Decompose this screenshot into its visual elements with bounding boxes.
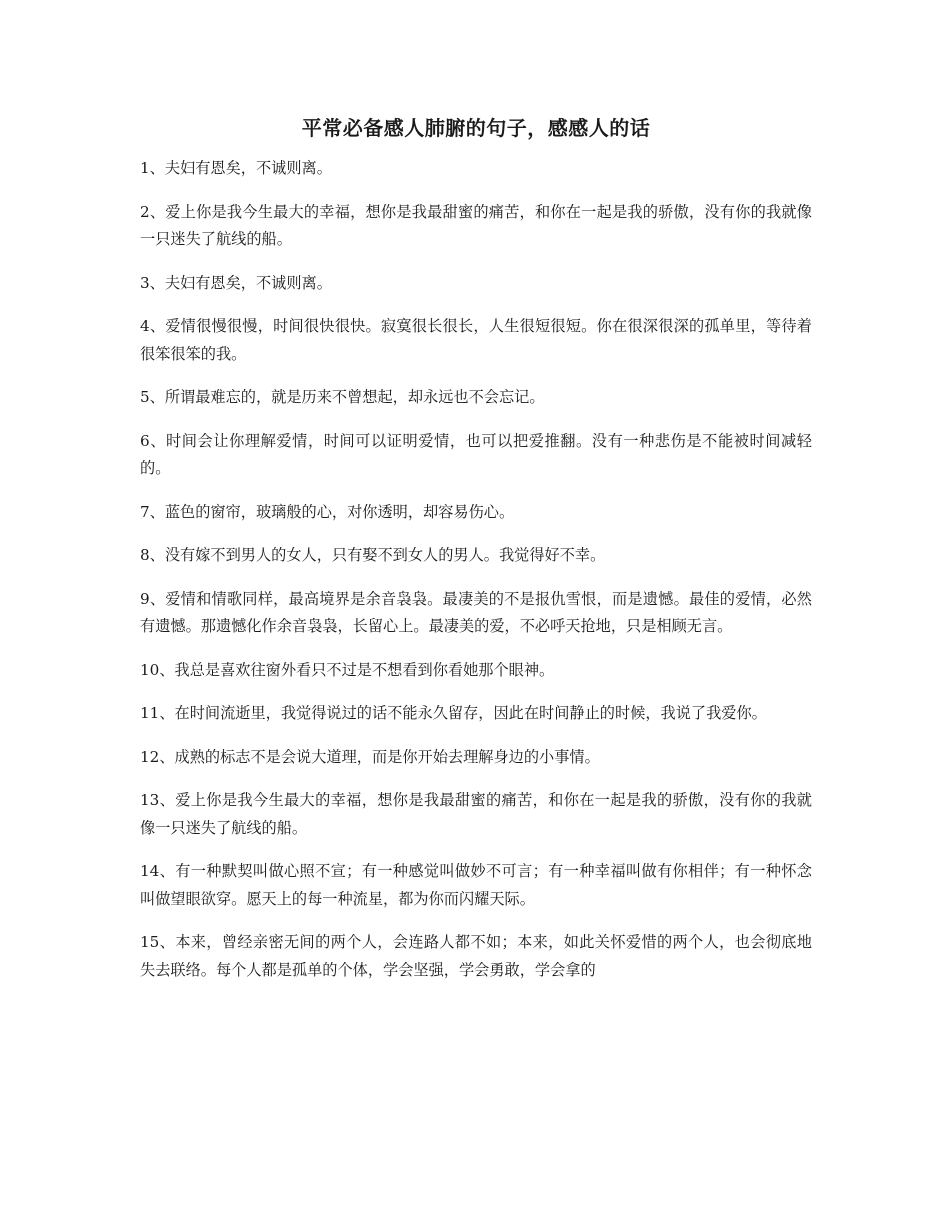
- document-page: [140, 113, 812, 1000]
- list-item-5: 5、所谓最难忘的，就是历来不曾想起，却永远也不会忘记。: [140, 388, 545, 406]
- list-item-6: 6、时间会让你理解爱情，时间可以证明爱情，也可以把爱推翻。没有一种悲伤是不能被时间减轻的。: [140, 431, 812, 477]
- document-title: 平常必备感人肺腑的句子，感感人的话: [301, 116, 651, 140]
- list-item-11: 11、在时间流逝里，我觉得说过的话不能永久留存，因此在时间静止的时候，我说了我爱你。: [140, 704, 767, 722]
- list-item-9: 9、爱情和情歌同样，最高境界是余音袅袅。最凄美的不是报仇雪恨，而是遗憾。最佳的爱情，必然有遗憾。那遗憾化作余音袅袅，长留心上。最凄美的爱，不必呼天抢地，只是相顾无言。: [140, 589, 812, 635]
- list-item-3: 3、夫妇有恩矣，不诚则离。: [140, 273, 332, 292]
- list-item-2: 2、爱上你是我今生最大的幸福，想你是我最甜蜜的痛苦，和你在一起是我的骄傲，没有你的我就像一只迷失了航线的船。: [140, 202, 812, 248]
- list-item-12: 12、成熟的标志不是会说大道理，而是你开始去理解身边的小事情。: [140, 747, 600, 766]
- list-item-14: 14、有一种默契叫做心照不宣；有一种感觉叫做妙不可言；有一种幸福叫做有你相伴；有一种怀念叫做望眼欲穿。愿天上的每一种流星，都为你而闪耀天际。: [140, 862, 812, 908]
- list-item-4: 4、爱情很慢很慢，时间很快很快。寂寞很长很长，人生很短很短。你在很深很深的孤单里，等待着很笨很笨的我。: [140, 317, 812, 363]
- list-item-1: 1、夫妇有恩矣，不诚则离。: [140, 159, 332, 177]
- list-item-7: 7、蓝色的窗帘，玻璃般的心，对你透明，却容易伤心。: [140, 502, 515, 521]
- list-item-8: 8、没有嫁不到男人的女人，只有娶不到女人的男人。我觉得好不幸。: [140, 546, 606, 564]
- list-item-10: 10、我总是喜欢往窗外看只不过是不想看到你看她那个眼神。: [140, 660, 555, 679]
- list-item-13: 13、爱上你是我今生最大的幸福，想你是我最甜蜜的痛苦，和你在一起是我的骄傲，没有你的我就像一只迷失了航线的船。: [140, 791, 812, 837]
- list-item-15: 15、本来，曾经亲密无间的两个人，会连路人都不如；本来，如此关怀爱惜的两个人，也会彻底地失去联络。每个人都是孤单的个体，学会坚强，学会勇敢，学会拿的: [140, 933, 812, 979]
